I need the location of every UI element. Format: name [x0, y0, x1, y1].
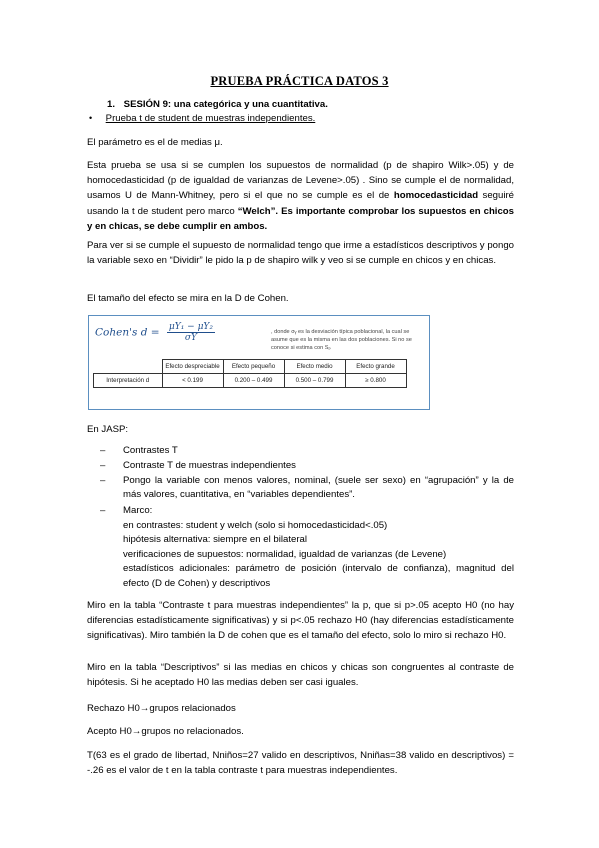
table-header: Efecto grande: [345, 360, 406, 374]
dash-bullet: –: [100, 505, 106, 516]
table-row-label: Interpretación d: [94, 374, 163, 388]
paragraph-supuestos-a: Esta prueba se usa si se cumplen los supuestos de normalidad (p de shapiro Wilk>.05) y de homocedasticidad (p de igualdad de varianzas de Levene>.05) . Sino se cumple el de normalidad, usamos U de Mann-Whitney, pero si el que no se cumple es el de: [87, 160, 514, 202]
formula-fraction: [167, 322, 215, 343]
section-label: SESIÓN 9: una categórica y una cuantitativa.: [123, 99, 328, 110]
jasp-label: En JASP:: [87, 424, 129, 435]
document-title: PRUEBA PRÁCTICA DATOS 3: [210, 74, 389, 88]
marco-details: [123, 519, 514, 591]
formula-label: Cohen's d =: [95, 326, 160, 339]
marco-line: en contrastes: student y welch (solo si homocedasticidad<.05): [123, 520, 388, 531]
list-item-text: Marco:: [123, 505, 153, 516]
paragraph-t-value: T(63 es el grado de libertad, Nniños=27 valido en descriptivos, Nniñas=38 valido en descriptivos) = -.26 es el valor de t en la tabla contraste t para muestras independientes.: [87, 750, 514, 777]
formula-denominator: σY: [184, 333, 197, 343]
list-item-text: Contrastes T: [123, 445, 178, 456]
cohen-d-formula: [95, 322, 215, 343]
formula-numerator: μY₁ − μY₂: [168, 322, 213, 332]
table-header: Efecto despreciable: [162, 360, 223, 374]
bullet-icon: •: [89, 113, 93, 123]
bullet-item: [89, 113, 315, 124]
paragraph-normalidad: Para ver si se cumple el supuesto de normalidad tengo que irme a estadísticos descriptivos y pongo la variable sexo en “Dividir” le pido la p de shapiro wilk y veo si se cumple en chicos y en chicas.: [87, 240, 514, 267]
table-corner: [94, 360, 163, 374]
paragraph-contraste: Miro en la tabla “Contraste t para muestras independientes” la p, que si p>.05 acepto H0 (no hay diferencias estadísticamente significativas) y si p<.05 rechazo H0 (hay diferencias estadísticamente significativas). Miro también la D de cohen que es el tamaño del efecto, solo lo miro si rechazo H0.: [87, 600, 514, 642]
paragraph-descriptivos: Miro en la tabla “Descriptivos” si las medias en chicos y chicas son congruentes al contraste de hipótesis. Si he aceptado H0 las medias deben ser casi iguales.: [87, 662, 514, 689]
paragraph-efecto: El tamaño del efecto se mira en la D de Cohen.: [87, 293, 289, 304]
effect-size-table: [93, 359, 407, 388]
paragraph-acepto: Acepto H0→grupos no relacionados.: [87, 726, 244, 737]
marco-line: estadísticos adicionales: parámetro de posición (intervalo de confianza), magnitud del efecto (D de Cohen) y descriptivos: [123, 563, 514, 589]
marco-line: hipótesis alternativa: siempre en el bilateral: [123, 534, 307, 546]
paragraph-parametro: El parámetro es el de medias μ.: [87, 137, 223, 148]
marco-line: verificaciones de supuestos: normalidad, igualdad de varianzas (de Levene): [123, 548, 447, 560]
table-cell: < 0.199: [162, 374, 223, 388]
dash-bullet: –: [100, 460, 106, 471]
table-cell: 0.500 – 0.799: [284, 374, 345, 388]
list-item-text: Pongo la variable con menos valores, nominal, (suele ser sexo) en “agrupación” y la de más valores, cuantitativa, en “variables dependientes”.: [123, 475, 514, 501]
table-header: Efecto pequeño: [223, 360, 284, 374]
cohen-d-figure: [88, 315, 430, 410]
table-row: [94, 374, 407, 388]
section-number: 1.: [107, 99, 116, 110]
paragraph-rechazo: Rechazo H0→grupos relacionados: [87, 703, 236, 714]
table-header: Efecto medio: [284, 360, 345, 374]
paragraph-supuestos-bold2: “Welch”. Es importante comprobar los supuestos en chicos y en chicas, se debe cumplir en ambos.: [87, 205, 515, 232]
dash-bullet: –: [100, 475, 106, 486]
section-heading: [107, 99, 328, 110]
table-header-row: [94, 360, 407, 374]
bullet-text: Prueba t de student de muestras independientes.: [105, 113, 316, 124]
paragraph-supuestos-c: seguiré usando la t de student pero marco: [87, 190, 514, 217]
paragraph-supuestos-bold1: homocedasticidad: [393, 190, 479, 202]
table-cell: ≥ 0.800: [345, 374, 406, 388]
paragraph-supuestos: [87, 158, 514, 234]
formula-note: , donde σᵧ es la desviación típica poblacional, la cual se asume que es la misma en las dos poblaciones. Si no se conoce si estima con Sₚ: [271, 329, 412, 351]
table-cell: 0.200 – 0.499: [223, 374, 284, 388]
list-item-text: Contraste T de muestras independientes: [123, 460, 296, 471]
dash-bullet: –: [100, 445, 106, 456]
